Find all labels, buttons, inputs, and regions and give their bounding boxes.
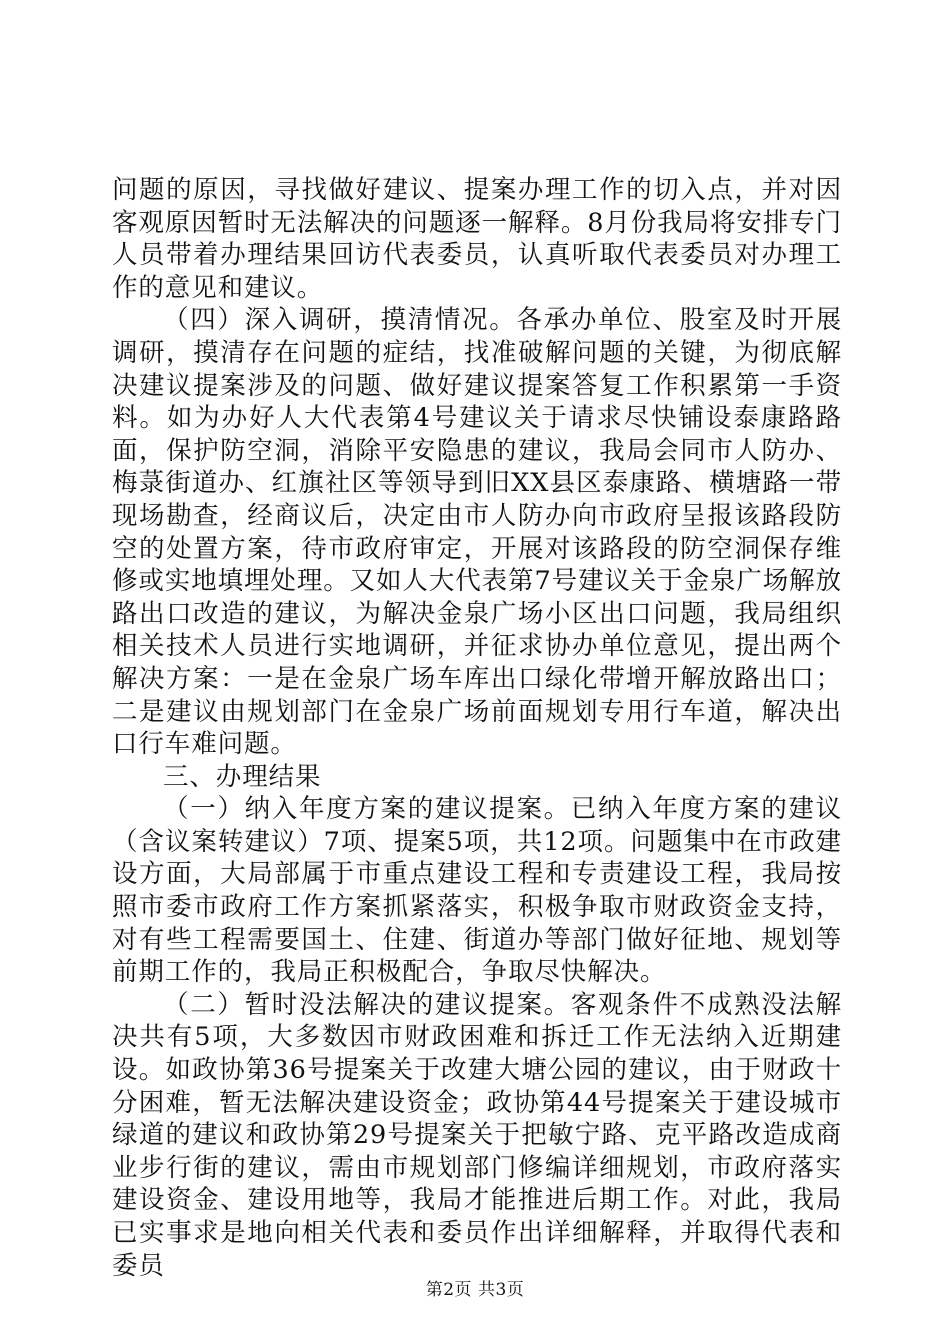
paragraph-3: （一）纳入年度方案的建议提案。已纳入年度方案的建议（含议案转建议）7项、提案5项，共12项。问题集中在市政建设方面，大局部属于市重点建设工程和专责建设工程，我局按照市委市政府工作方案抓紧落实，积极争取市财政资金支持，对有些工程需要国土、住建、街道办等部门做好征地、规划等前期工作的，我局正积极配合，争取尽快解决。 — [112, 794, 842, 988]
paragraph-2: （四）深入调研，摸清情况。各承办单位、股室及时开展调研，摸清存在问题的症结，找准破解问题的关键，为彻底解决建议提案涉及的问题、做好建议提案答复工作积累第一手资料。如为办好人大代表第4号建议关于请求尽快铺设泰康路路面，保护防空洞，消除平安隐患的建议，我局会同市人防办、梅菉街道办、红旗社区等领导到旧XX县区泰康路、横塘路一带现场勘查，经商议后，决定由市人防办向市政府呈报该路段防空的处置方案，待市政府审定，开展对该路段的防空洞保存维修或实地填埋处理。又如人大代表第7号建议关于金泉广场解放路出口改造的建议，为解决金泉广场小区出口问题，我局组织相关技术人员进行实地调研，并征求协办单位意见，提出两个解决方案：一是在金泉广场车库出口绿化带增开解放路出口；二是建议由规划部门在金泉广场前面规划专用行车道，解决出口行车难问题。 — [112, 305, 842, 760]
page-footer: 第2页 共3页 — [425, 1280, 525, 1300]
paragraph-4: （二）暂时没法解决的建议提案。客观条件不成熟没法解决共有5项，大多数因市财政困难和拆迁工作无法纳入近期建设。如政协第36号提案关于改建大塘公园的建议，由于财政十分困难，暂无法解决建设资金；政协第44号提案关于建设城市绿道的建议和政协第29号提案关于把敏宁路、克平路改造成商业步行街的建议，需由市规划部门修编详细规划，市政府落实建设资金、建设用地等，我局才能推进后期工作。对此，我局已实事求是地向相关代表和委员作出详细解释，并取得代表和委员 — [112, 989, 842, 1281]
document-body — [112, 174, 842, 1282]
section-heading-results: 三、办理结果 — [163, 761, 322, 792]
paragraph-1: 问题的原因，寻找做好建议、提案办理工作的切入点，并对因客观原因暂时无法解决的问题逐一解释。8月份我局将安排专门人员带着办理结果回访代表委员，认真听取代表委员对办理工作的意见和建议。 — [112, 175, 842, 303]
